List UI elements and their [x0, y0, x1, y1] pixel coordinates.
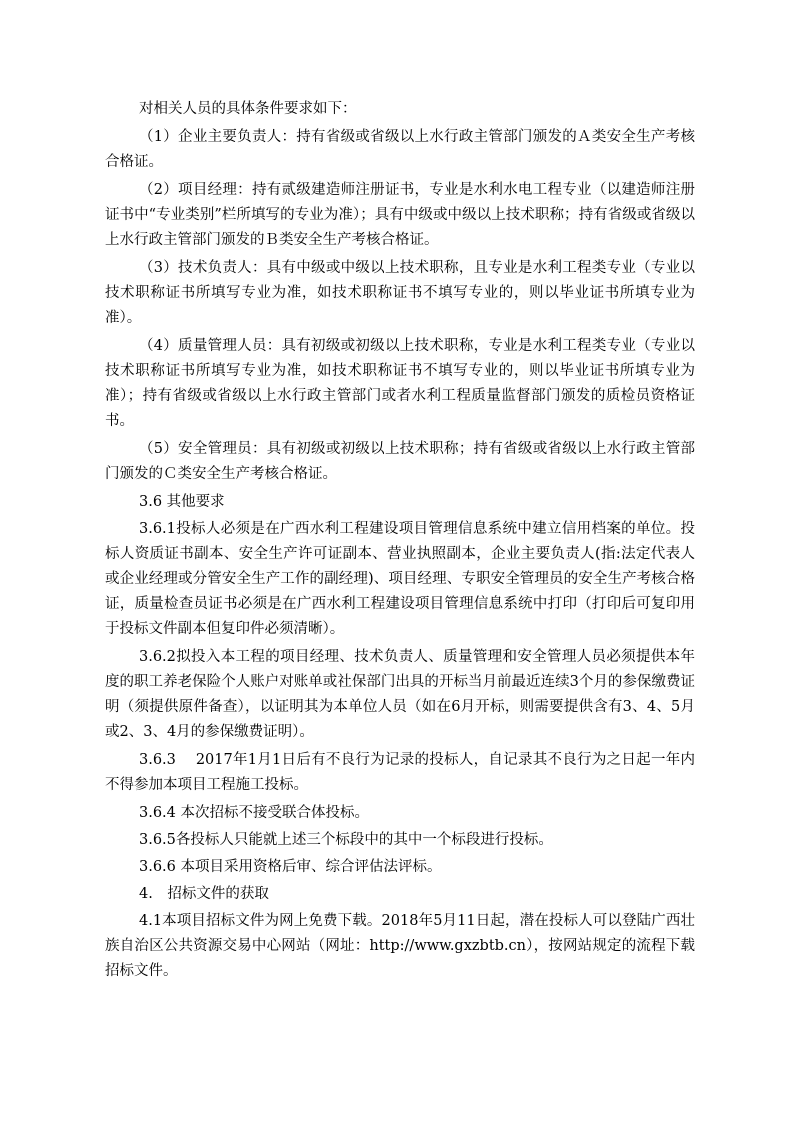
paragraph-3-6-2: 3.6.2拟投入本工程的项目经理、技术负责人、质量管理和安全管理人员必须提供本年度的职工养老保险个人账户对账单或社保部门出具的开标当月前最近连续3个月的参保缴费证明（须提供原件备查），以证明其为本单位人员（如在6月开标，则需要提供含有3、4、5月或2、3、4月的参保缴费证明）。	[105, 649, 695, 740]
paragraph-quality-manager: （4）质量管理人员：具有初级或初级以上技术职称，专业是水利工程类专业（专业以技术职称证书所填写专业为准，如技术职称证书不填写专业的，则以毕业证书所填专业为准）；持有省级或省级以上水行政主管部门或者水利工程质量监督部门颁发的质检员资格证书。	[105, 338, 695, 429]
paragraph-project-manager: （2）项目经理：持有贰级建造师注册证书，专业是水利水电工程专业（以建造师注册证书中“专业类别”栏所填写的专业为准）；具有中级或中级以上技术职称；持有省级或省级以上水行政主管部门颁发的Ｂ类安全生产考核合格证。	[105, 182, 695, 248]
paragraph-safety-manager: （5）安全管理员：具有初级或初级以上技术职称；持有省级或省级以上水行政主管部门颁发的Ｃ类安全生产考核合格证。	[105, 441, 695, 482]
section-heading-other-requirements: 3.6 其他要求	[139, 494, 225, 510]
paragraph-3-6-3: 3.6.3 2017年1月1日后有不良行为记录的投标人，自记录其不良行为之日起一年内不得参加本项目工程施工投标。	[105, 752, 695, 793]
section-heading-obtaining-documents: 4. 招标文件的获取	[139, 886, 269, 902]
paragraph-3-6-6: 3.6.6 本项目采用资格后审、综合评估法评标。	[139, 859, 442, 875]
paragraph-3-6-4: 3.6.4 本次招标不接受联合体投标。	[139, 805, 370, 821]
paragraph-4-1: 4.1本项目招标文件为网上免费下载。2018年5月11日起，潜在投标人可以登陆广西壮族自治区公共资源交易中心网站（网址：http://www.gxzbtb.cn），按网站规定的流程下载招标文件。	[105, 913, 695, 979]
paragraph-3-6-5: 3.6.5各投标人只能就上述三个标段中的其中一个标段进行投标。	[139, 832, 553, 848]
paragraph-technical-lead: （3）技术负责人：具有中级或中级以上技术职称，且专业是水利工程类专业（专业以技术职称证书所填写专业为准，如技术职称证书不填写专业的，则以毕业证书所填专业为准）。	[105, 260, 695, 326]
paragraph-enterprise-head: （1）企业主要负责人：持有省级或省级以上水行政主管部门颁发的Ａ类安全生产考核合格证。	[105, 129, 695, 170]
document-body	[105, 97, 695, 987]
paragraph-personnel-requirements-intro: 对相关人员的具体条件要求如下：	[139, 101, 357, 117]
paragraph-3-6-1: 3.6.1投标人必须是在广西水利工程建设项目管理信息系统中建立信用档案的单位。投标人资质证书副本、安全生产许可证副本、营业执照副本，企业主要负责人(指:法定代表人或企业经理或分管安全生产工作的副经理)、项目经理、专职安全管理员的安全生产考核合格证，质量检查员证书必须是在广西水利工程建设项目管理信息系统中打印（打印后可复印用于投标文件副本但复印件必须清晰）。	[105, 521, 695, 637]
